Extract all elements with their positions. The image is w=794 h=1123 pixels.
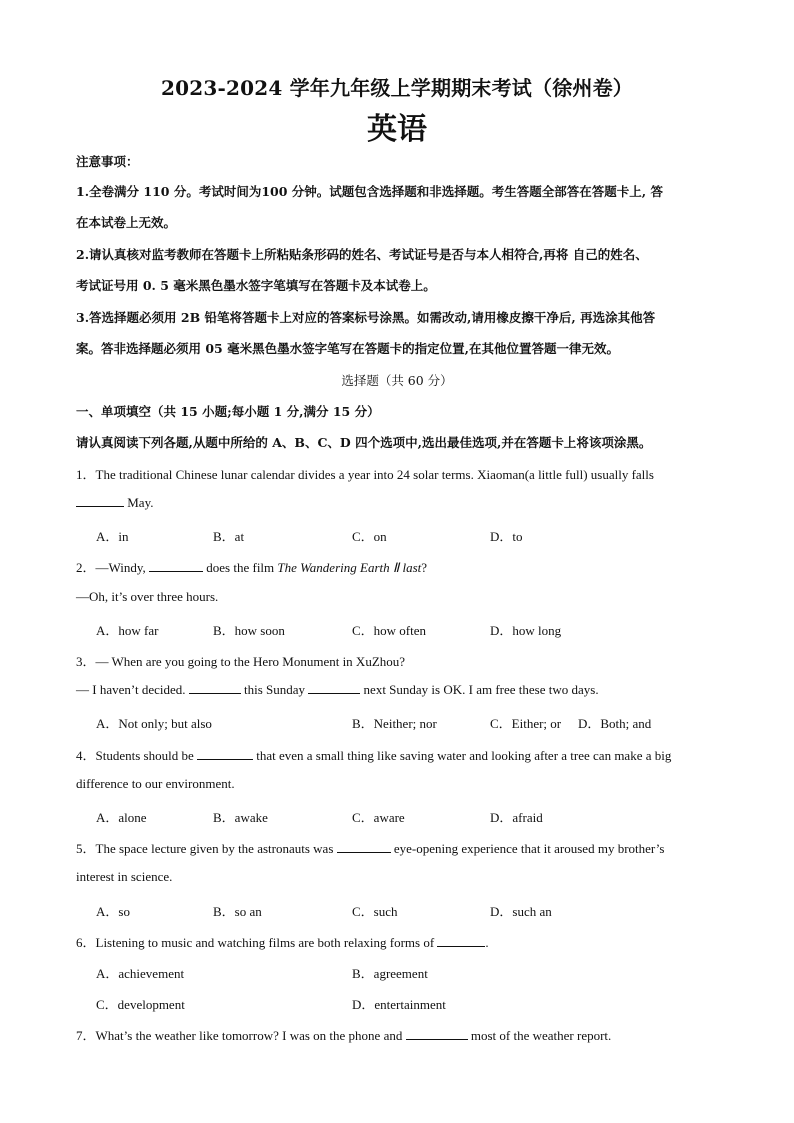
q5-option-d: D．such an bbox=[490, 904, 552, 919]
q2-option-a: A．how far bbox=[96, 623, 159, 638]
question-1-line-1: 1．The traditional Chinese lunar calendar divides a year into 24 solar terms. Xiaoman(a little full) usually falls bbox=[76, 467, 654, 482]
question-4-line-2: difference to our environment. bbox=[76, 776, 235, 791]
q4-option-a: A．alone bbox=[96, 810, 147, 825]
answer-blank bbox=[197, 748, 253, 760]
q3-option-d: D．Both; and bbox=[578, 716, 652, 731]
q6-option-a: A．achievement bbox=[96, 966, 185, 981]
q4-option-d: D．afraid bbox=[490, 810, 543, 825]
q4-option-b: B．awake bbox=[213, 810, 268, 825]
q1-option-c: C．on bbox=[352, 529, 387, 544]
question-5-line-1: 5．The space lecture given by the astronauts was eye-opening experience that it aroused my brother’s bbox=[76, 841, 665, 856]
question-3-line-2: — I haven’t decided. this Sunday next Sunday is OK. I am free these two days. bbox=[76, 682, 599, 697]
q3-option-c: C．Either; or bbox=[490, 716, 562, 731]
q6-option-b: B．agreement bbox=[352, 966, 428, 981]
notes-line-1: 1.全卷满分 110 分。考试时间为100 分钟。试题包含选择题和非选择题。考生答题全部答在答题卡上, 答 bbox=[76, 184, 663, 199]
question-6-line-1: 6．Listening to music and watching films are both relaxing forms of . bbox=[76, 935, 489, 950]
q5-option-b: B．so an bbox=[213, 904, 262, 919]
answer-blank bbox=[308, 682, 360, 694]
part-heading: 一、单项填空（共 15 小题;每小题 1 分,满分 15 分） bbox=[76, 404, 380, 419]
section-title: 选择题（共 60 分） bbox=[341, 373, 453, 388]
notes-line-5: 3.答选择题必须用 2B 铅笔将答题卡上对应的答案标号涂黑。如需改动,请用橡皮擦干净后, 再选涂其他答 bbox=[76, 310, 656, 325]
q5-option-c: C．such bbox=[352, 904, 398, 919]
part-instruction: 请认真阅读下列各题,从题中所给的 A、B、C、D 四个选项中,选出最佳选项,并在答题卡上将该项涂黑。 bbox=[76, 435, 652, 450]
q3-option-a: A．Not only; but also bbox=[96, 716, 212, 731]
notes-heading: 注意事项： bbox=[76, 154, 139, 169]
film-title: The Wandering Earth Ⅱ last bbox=[277, 560, 422, 575]
q2-option-b: B．how soon bbox=[213, 623, 285, 638]
answer-blank bbox=[406, 1028, 468, 1040]
question-1-line-2: May. bbox=[76, 495, 154, 511]
answer-blank bbox=[337, 841, 391, 853]
q1-option-a: A．in bbox=[96, 529, 129, 544]
answer-blank bbox=[189, 682, 241, 694]
notes-line-3: 2.请认真核对监考教师在答题卡上所粘贴条形码的姓名、考试证号是否与本人相符合,再将 自己的姓名、 bbox=[76, 247, 648, 262]
subject-title: 英语 bbox=[367, 112, 427, 147]
notes-line-4: 考试证号用 0. 5 毫米黑色墨水签字笔填写在答题卡及本试卷上。 bbox=[76, 278, 436, 293]
q1-option-d: D．to bbox=[490, 529, 523, 544]
q4-option-c: C．aware bbox=[352, 810, 405, 825]
answer-blank bbox=[149, 560, 203, 572]
question-2-line-2: —Oh, it’s over three hours. bbox=[76, 589, 219, 604]
question-3-line-1: 3．— When are you going to the Hero Monument in XuZhou? bbox=[76, 654, 406, 669]
q1-option-b: B．at bbox=[213, 529, 245, 544]
exam-title: 2023-2024 学年九年级上学期期末考试（徐州卷） bbox=[161, 76, 633, 100]
question-2-line-1: 2．—Windy, does the film The Wandering Earth Ⅱ last? bbox=[76, 560, 428, 575]
answer-blank bbox=[437, 935, 485, 947]
q6-option-d: D．entertainment bbox=[352, 997, 446, 1012]
q2-option-c: C．how often bbox=[352, 623, 427, 638]
answer-blank bbox=[76, 495, 124, 507]
q3-option-b: B．Neither; nor bbox=[352, 716, 437, 731]
q6-option-c: C．development bbox=[96, 997, 185, 1012]
q2-option-d: D．how long bbox=[490, 623, 562, 638]
notes-line-2: 在本试卷上无效。 bbox=[76, 215, 177, 230]
notes-line-6: 案。答非选择题必须用 05 毫米黑色墨水签字笔写在答题卡的指定位置,在其他位置答题一律无效。 bbox=[76, 341, 619, 356]
q5-option-a: A．so bbox=[96, 904, 130, 919]
question-5-line-2: interest in science. bbox=[76, 869, 173, 884]
question-4-line-1: 4．Students should be that even a small thing like saving water and looking after a tree can make a big bbox=[76, 748, 672, 763]
question-7-line-1: 7．What’s the weather like tomorrow? I was on the phone and most of the weather report. bbox=[76, 1028, 612, 1043]
